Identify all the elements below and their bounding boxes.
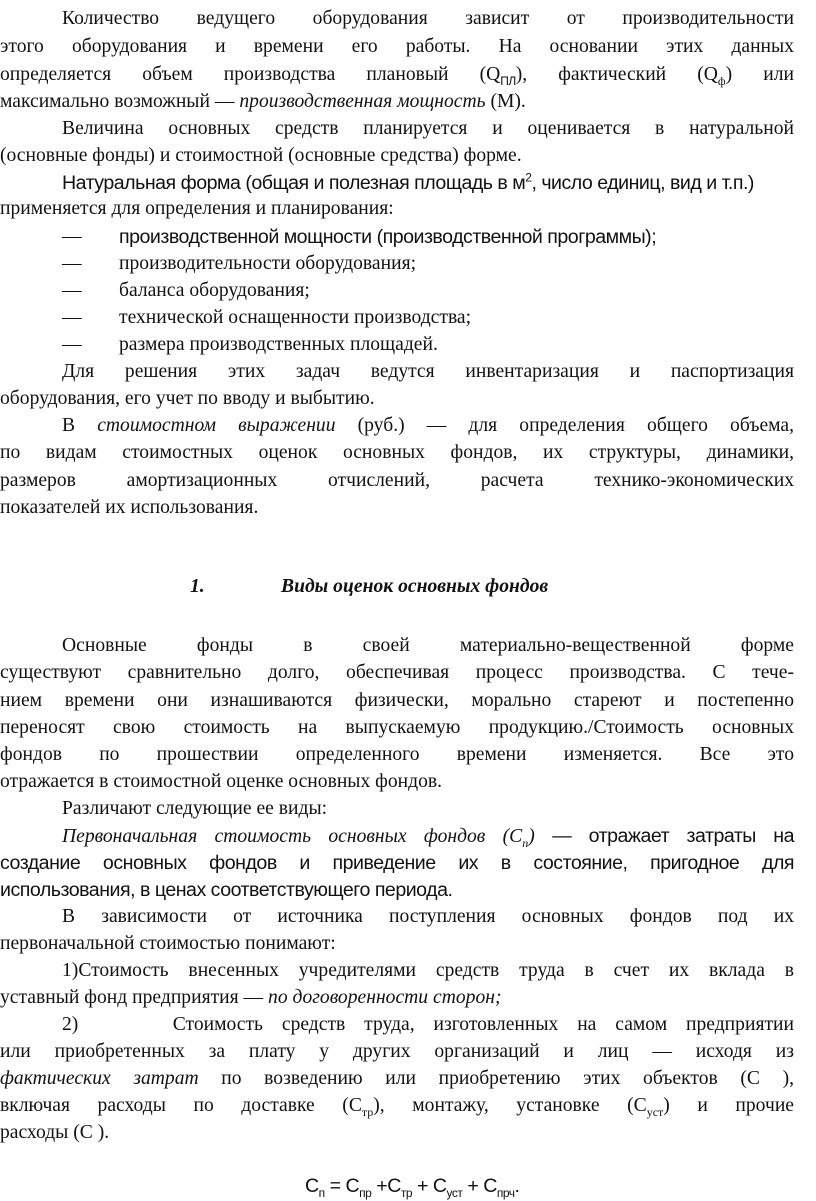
paragraph-line: В стоимостном выражении (руб.) — для определения общего объема, [62,415,795,436]
paragraph-line: размеров амортизационных отчислений, расчета технико-экономических [0,470,794,491]
dash-marker: — [62,307,82,328]
paragraph-line: 2) Стоимость средств труда, изготовленных на самом предприятии [62,1014,794,1035]
paragraph-line: или приобретенных за плату у других организаций и лиц — исходя из [0,1041,794,1062]
paragraph-line: отражается в стоимостной оценке основных фондов. [0,771,443,792]
paragraph-line: Основные фонды в своей материально-вещественной форме [62,635,794,656]
paragraph-line: нием времени они изнашиваются физически, морально стареют и постепенно [0,690,794,711]
paragraph-line: Количество ведущего оборудования зависит от производительности [62,8,794,29]
document-page: Количество ведущего оборудования зависит от производительности этого оборудования и времени его работы. На основании этих данных определяется объем производства плановый $(Q_{ПЛ})$, фактический $(Q_ф)$ или максимально возможный — производственная мощность (М). Величина основных средств планируется и оценивается в натуральной (основные фонды) и стоимостной (основные средства) форме. Натуральная форма (общая и полезная площадь в $м^2$, число единиц, вид и т.п.) применяется для определения и планирования: — производственной мощности (производственной программы); — производительности оборудования; — баланса оборудования; — технической оснащенности производства; — размера производственных площадей. Для решения этих задач ведутся инвентаризация и паспортизация оборудования, его учет по вводу и выбытию. В стоимостном выражении (руб.) — для определения общего объема, по видам стоимостных оценок основных фондов, их структуры, динамики, размеров амортизационных отчислений, расчета технико-экономических показателей их использования. 1. Виды оценок основных фондов Основные фонды в своей материально-вещественной форме существуют сравнительно долго, обеспечивая процесс производства. С тече- нием времени они изнашиваются физически, морально стареют и постепенно переносят свою стоимость на выпускаемую продукцию./Стоимость основных фондов по прошествии определенного времени изменяется. Все это отражается в стоимостной оценке основных фондов. Различают следующие ее виды: Первоначальная стоимость основных фондов $(С_п)$ — отражает затраты на создание основных фондов и приведение их в состояние, пригодное для использования, в ценах соответствующего периода. В зависимости от источника поступления основных фондов под их первоначальной стоимостью понимают: 1)Стоимость внесенных учредителями средств труда в счет их вклада в уставный фонд предприятия — по договоренности сторон; 2) Стоимость средств труда, изготовленных на самом предприятии или приобретенных за плату у других организаций и лиц — исходя из фактических затрат по возведению или приобретению этих объектов (С ), включая расходы по доставке $(С_{тр})$, монтажу, установке $(С_{уст})$ и прочие расходы (С ). $С_п = С_{пр} +С_{тр} + С_{уст} + С_{прч}$. [0,0,816,1201]
paragraph-line: использования, в ценах соответствующего периода. [0,879,453,901]
paragraph-line: переносят свою стоимость на выпускаемую продукцию./Стоимость основных [0,717,794,738]
paragraph-line: Для решения этих задач ведутся инвентаризация и паспортизация [62,361,794,382]
paragraph-line: Различают следующие ее виды: [62,798,328,819]
paragraph-line: В зависимости от источника поступления основных фондов под их [62,906,794,927]
paragraph-line: 1)Стоимость внесенных учредителями средств труда в счет их вклада в [62,960,794,981]
paragraph-line: Первоначальная стоимость основных фондов $(С_п)$ — отражает затраты на [62,825,794,850]
paragraph-line: фактических затрат по возведению или приобретению этих объектов (С ), [0,1068,794,1089]
paragraph-line: максимально возможный — производственная мощность (М). [0,91,526,112]
paragraph-line: расходы (С ). [0,1122,110,1143]
dash-marker: — [62,280,82,301]
dash-marker: — [62,334,82,355]
paragraph-line: (основные фонды) и стоимостной (основные средства) форме. [0,145,522,166]
paragraph-line: фондов по прошествии определенного времени изменяется. Все это [0,744,794,765]
dash-marker: — [62,226,82,247]
dash-marker: — [62,253,82,274]
paragraph-line: первоначальной стоимостью понимают: [0,933,336,954]
paragraph-line: оборудования, его учет по вводу и выбытию. [0,388,375,409]
section-title: Виды оценок основных фондов [281,576,549,597]
cost-formula: $С_п = С_{пр} +С_{тр} + С_{уст} + С_{прч}$. [305,1175,520,1200]
paragraph-line: Натуральная форма (общая и полезная площадь в $м^2$, число единиц, вид и т.п.) [62,170,754,194]
paragraph-line: определяется объем производства плановый $(Q_{ПЛ})$, фактический $(Q_ф)$ или [0,64,794,88]
section-heading [0,574,816,600]
paragraph-line: включая расходы по доставке $(С_{тр})$, монтажу, установке $(С_{уст})$ и прочие [0,1095,794,1119]
paragraph-line: по видам стоимостных оценок основных фондов, их структуры, динамики, [0,442,794,463]
paragraph-line: применяется для определения и планирования: [0,198,394,219]
paragraph-line: существуют сравнительно долго, обеспечивая процесс производства. С тече- [0,662,794,683]
paragraph-line: этого оборудования и времени его работы. На основании этих данных [0,36,794,57]
paragraph-line: Величина основных средств планируется и оценивается в натуральной [62,118,794,139]
section-number: 1. [190,576,205,597]
paragraph-line: создание основных фондов и приведение их в состояние, пригодное для [0,852,794,874]
paragraph-line: уставный фонд предприятия — по договоренности сторон; [0,987,502,1008]
paragraph-line: показателей их использования. [0,497,259,518]
